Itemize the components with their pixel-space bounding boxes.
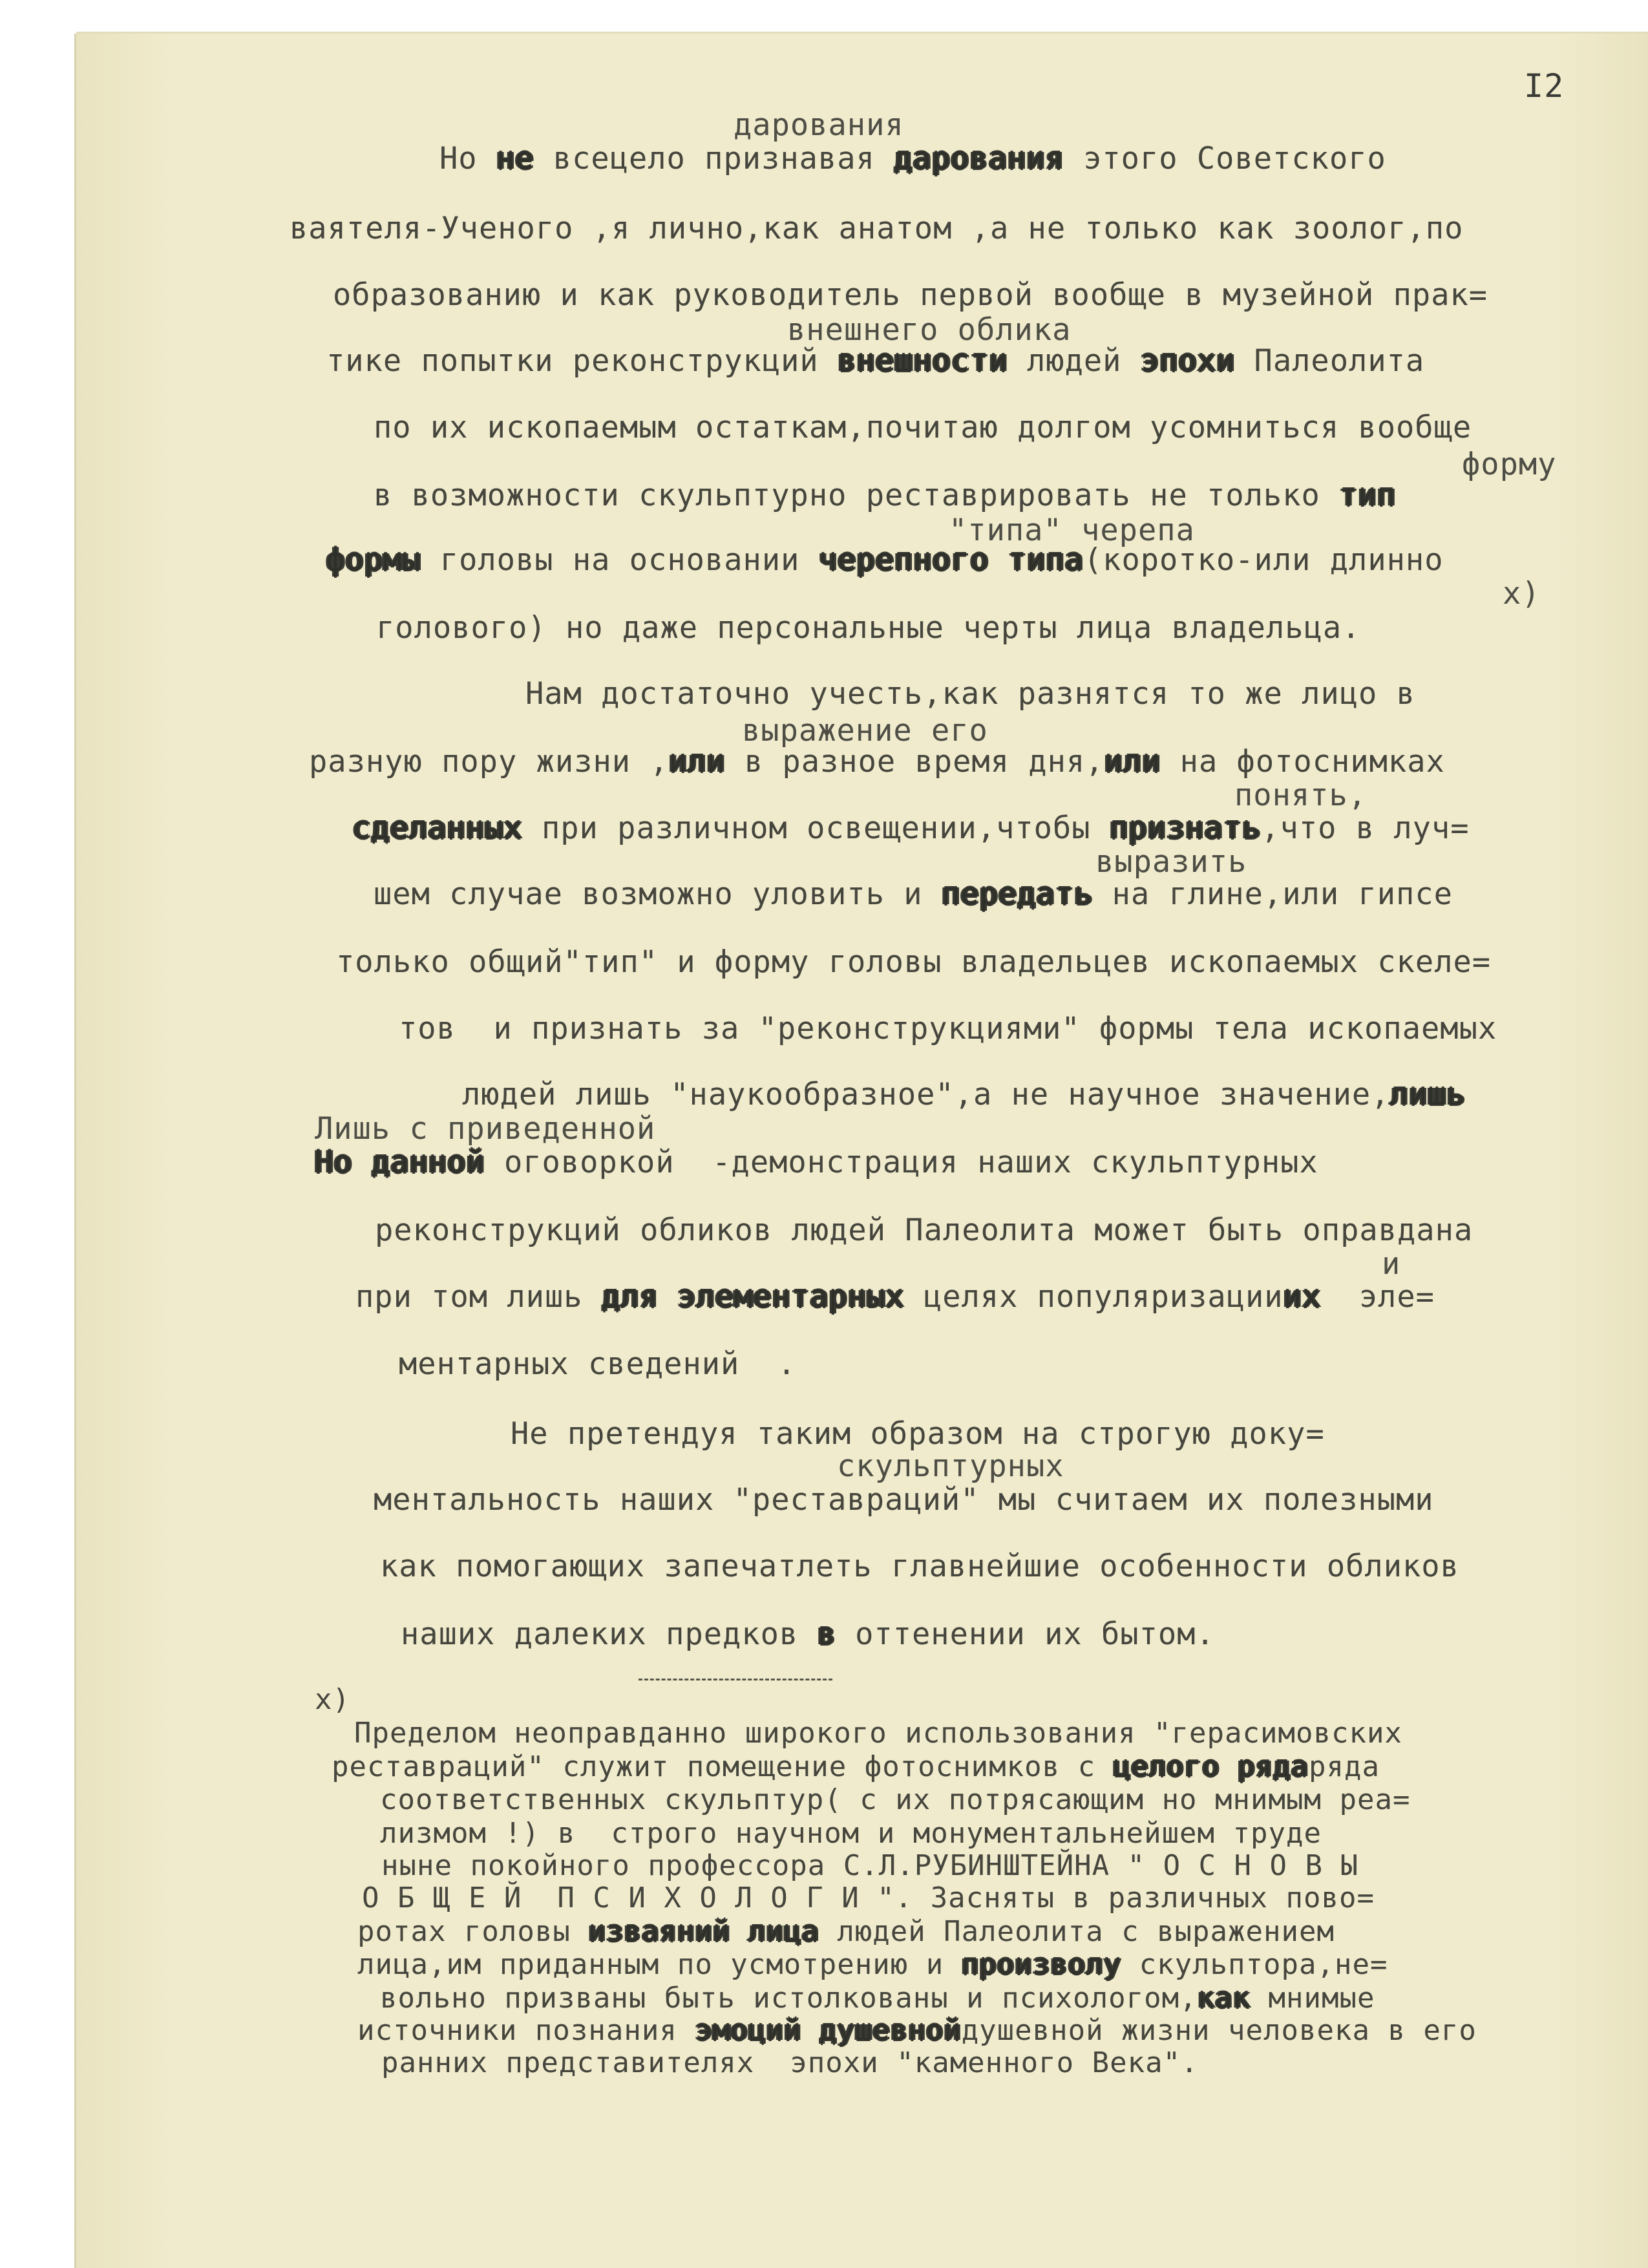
footnote-line	[380, 1984, 1375, 2013]
text-fragment: оттенении их бытом.	[836, 1616, 1215, 1652]
text-line	[352, 811, 1470, 846]
text-fragment: мнимые	[1251, 1982, 1375, 2015]
footnote-line: лизмом !) в строго научном и монументальнейшем труде	[380, 1817, 1322, 1850]
handwritten-insertion: выразить	[1095, 844, 1247, 880]
handwritten-insertion: "типа" черепа	[949, 513, 1195, 548]
overstrike-text: их	[1283, 1279, 1322, 1315]
overstrike-text: как	[1197, 1982, 1251, 2015]
text-line: Нам достаточно учесть,как разнятся то же лицо в	[525, 676, 1415, 712]
text-line	[355, 1279, 1435, 1315]
text-fragment: целях популяризации	[904, 1279, 1284, 1315]
page-number: I2	[1524, 67, 1565, 105]
text-fragment: оговоркой -демонстрация наших скульптурных	[485, 1145, 1318, 1180]
overstrike-text: эмоций душевной	[695, 2014, 962, 2047]
overstrike-text: признать	[1109, 811, 1262, 846]
text-fragment: источники познания	[357, 2014, 695, 2047]
text-line	[401, 1616, 1215, 1652]
handwritten-insertion: скульптурных	[837, 1448, 1064, 1484]
text-fragment: ,что в луч=	[1261, 811, 1470, 846]
handwritten-insertion: внешнего облика	[787, 312, 1072, 348]
text-fragment: всецело признавая	[534, 141, 894, 176]
text-line	[315, 1147, 1318, 1178]
text-fragment: на фотоснимках	[1161, 744, 1445, 779]
overstrike-text: формы	[326, 542, 421, 578]
text-fragment: этого Советского	[1064, 141, 1386, 176]
text-line: тов и признать за "реконструкциями" формы тела ископаемых	[399, 1011, 1497, 1046]
text-fragment: ряда	[1308, 1750, 1380, 1783]
text-line	[374, 480, 1396, 511]
text-fragment: реставраций" служит помещение фотоснимков с	[332, 1750, 1114, 1783]
text-fragment: (коротко-или длинно	[1083, 542, 1444, 578]
text-line	[309, 744, 1445, 779]
text-fragment: Но	[439, 141, 496, 176]
text-fragment: при том лишь	[355, 1279, 602, 1315]
overstrike-text: или	[668, 744, 726, 779]
text-fragment: в возможности скульптурно реставрировать не только	[374, 478, 1340, 513]
overstrike-text: дарования	[894, 141, 1064, 176]
footnote-line: ныне покойного профессора С.Л.РУБИНШТЕЙНА " О С Н О В Ы	[381, 1849, 1358, 1882]
handwritten-insertion: понять,	[1234, 778, 1368, 813]
footnote-line: соответственных скульптур( с их потрясающим но мнимым реа=	[380, 1783, 1411, 1816]
overstrike-text: целого ряда	[1113, 1750, 1309, 1783]
text-fragment: скульптора,не=	[1121, 1948, 1388, 1981]
handwritten-insertion: Лишь с приведенной	[315, 1111, 656, 1147]
text-fragment: эле=	[1321, 1279, 1435, 1315]
handwritten-insertion: и	[1382, 1246, 1401, 1282]
overstrike-text: лишь	[1389, 1077, 1466, 1112]
overstrike-text: передать	[941, 876, 1093, 912]
overstrike-text: эпохи	[1140, 343, 1236, 379]
text-fragment: разную пору жизни ,	[309, 744, 669, 779]
footnote-line	[357, 1915, 1335, 1948]
text-line: как помогающих запечатлеть главнейшие особенности обликов	[380, 1549, 1459, 1584]
text-fragment: людей Палеолита с выражением	[819, 1915, 1335, 1948]
overstrike-text: сделанных	[352, 811, 523, 846]
overstrike-text: Но данной	[315, 1145, 485, 1180]
text-line	[439, 143, 1386, 174]
text-line: ментарных сведений .	[399, 1346, 797, 1382]
text-line: реконструкций обликов людей Палеолита может быть оправдана	[375, 1213, 1474, 1248]
text-fragment: людей	[1008, 343, 1141, 379]
footnote-line: Пределом неоправданно широкого использования "герасимовских	[354, 1717, 1402, 1750]
overstrike-text: для элементарных	[601, 1279, 905, 1315]
overstrike-text: внешности	[838, 343, 1008, 379]
footnote-line: О Б Щ Е Й П С И Х О Л О Г И ". Засняты в различных пово=	[362, 1881, 1375, 1914]
text-fragment: при различном освещении,чтобы	[522, 811, 1110, 846]
text-line: образованию и как руководитель первой вообще в музейной прак=	[333, 277, 1488, 313]
handwritten-insertion: выражение его	[742, 713, 988, 748]
text-fragment: людей лишь "наукообразное",а не научное значение,	[462, 1077, 1390, 1112]
text-line: только общий"тип" и форму головы владельцев ископаемых скеле=	[336, 944, 1492, 980]
overstrike-text: изваяний лица	[588, 1915, 819, 1948]
text-line	[326, 343, 1425, 379]
text-line: голового) но даже персональные черты лица владельца.	[376, 610, 1361, 646]
text-fragment: тике попытки реконструкций	[326, 343, 838, 379]
overstrike-text: не	[496, 141, 534, 176]
text-line: ваятеля-Ученого ,я лично,как анатом ,а не только как зоолог,по	[290, 211, 1464, 246]
text-fragment: в разное время дня,	[725, 744, 1104, 779]
text-line: по их ископаемым остаткам,почитаю долгом усомниться вообще	[374, 410, 1472, 445]
text-fragment: на глине,или гипсе	[1093, 876, 1453, 912]
text-fragment: лица,им приданным по усмотрению и	[357, 1948, 962, 1981]
overstrike-text: или	[1104, 744, 1161, 779]
text-fragment: ротах головы	[357, 1915, 589, 1948]
handwritten-insertion: форму	[1462, 447, 1557, 482]
text-line	[326, 542, 1444, 578]
footnote-marker: х)	[315, 1683, 350, 1716]
text-line	[374, 876, 1453, 912]
overstrike-text: в	[817, 1616, 836, 1652]
overstrike-text: произволу	[961, 1948, 1122, 1981]
handwritten-insertion: дарования	[734, 107, 904, 143]
text-line	[462, 1079, 1466, 1110]
text-fragment: душевной жизни человека в его	[961, 2014, 1477, 2047]
text-line: ментальность наших "реставраций" мы считаем их полезными	[374, 1482, 1434, 1518]
footnote-line	[332, 1750, 1380, 1783]
footnote-line	[357, 2014, 1477, 2047]
footnote-separator	[639, 1679, 832, 1680]
footnote-line: ранних представителях эпохи "каменного Века".	[381, 2046, 1199, 2079]
text-fragment: вольно призваны быть истолкованы и психологом,	[380, 1982, 1198, 2015]
text-fragment: наших далеких предков	[401, 1616, 818, 1652]
text-fragment: головы на основании	[421, 542, 819, 578]
text-line: Не претендуя таким образом на строгую доку=	[511, 1416, 1325, 1452]
overstrike-text: черепного типа	[818, 542, 1084, 578]
footnote-line	[357, 1948, 1388, 1981]
footnote-reference: х)	[1503, 576, 1541, 611]
text-fragment: шем случае возможно уловить и	[374, 876, 942, 912]
overstrike-text: тип	[1339, 478, 1397, 513]
text-fragment: Палеолита	[1235, 343, 1425, 379]
